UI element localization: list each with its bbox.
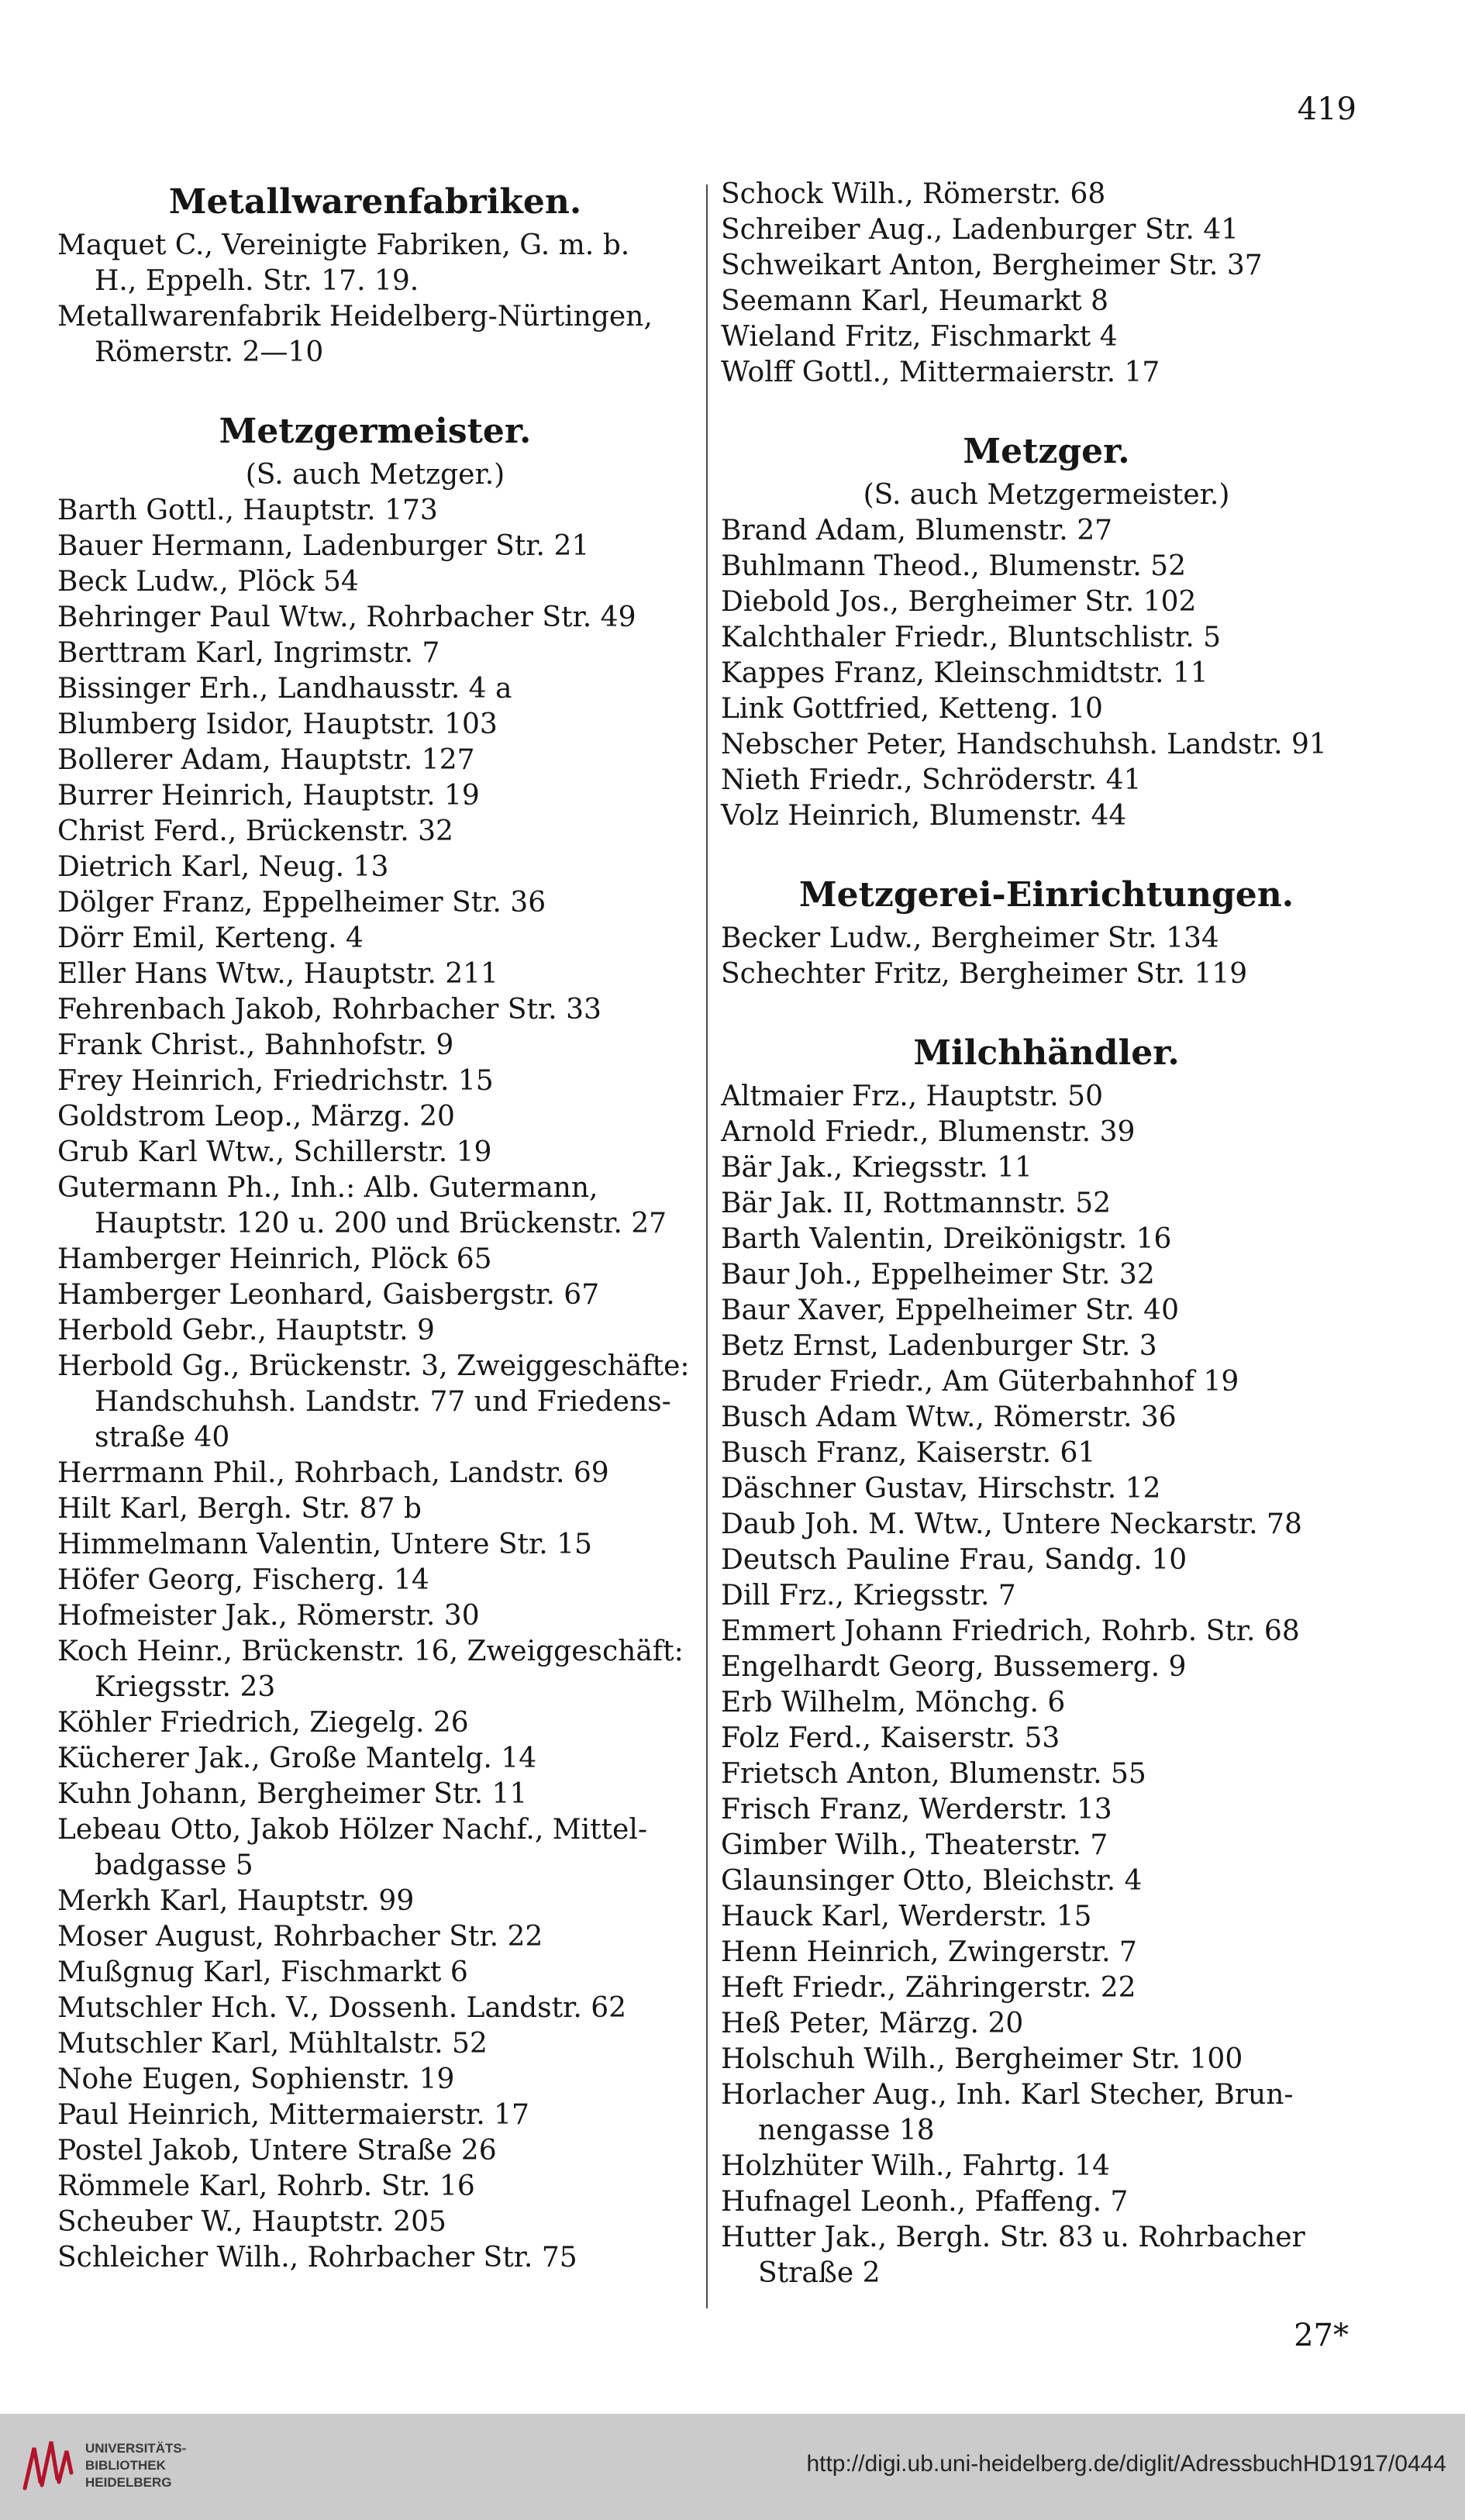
directory-entry: [57, 778, 693, 814]
entry-text: Hufnagel Leonh., Pfaffeng. 7: [721, 2186, 1129, 2218]
entry-text: Wieland Fritz, Fischmarkt 4: [721, 321, 1118, 353]
entry-text: Nieth Friedr., Schröderstr. 41: [721, 764, 1142, 796]
entry-text: Herbold Gebr., Hauptstr. 9: [57, 1315, 435, 1346]
entry-text: Heß Peter, Märzg. 20: [721, 2008, 1024, 2039]
directory-entry: [721, 1863, 1372, 1899]
directory-entry: [721, 1222, 1372, 1257]
directory-entry: [721, 2184, 1372, 2220]
directory-entry: [57, 1955, 693, 1991]
library-name-line: UNIVERSITÄTS-: [85, 2441, 187, 2456]
entry-text: Busch Franz, Kaiserstr. 61: [721, 1437, 1096, 1469]
entry-text: Hutter Jak., Bergh. Str. 83 u. Rohrbacher: [721, 2222, 1305, 2253]
entry-text: Holschuh Wilh., Bergheimer Str. 100: [721, 2043, 1243, 2075]
directory-entry: [721, 1436, 1372, 1471]
entry-text: Busch Adam Wtw., Römerstr. 36: [721, 1401, 1177, 1433]
directory-entry: [57, 2205, 693, 2240]
entry-text: Frey Heinrich, Friedrichstr. 15: [57, 1065, 494, 1097]
entry-text: Schechter Fritz, Bergheimer Str. 119: [721, 958, 1248, 990]
directory-entry: [721, 1721, 1372, 1756]
directory-entry: [721, 1685, 1372, 1721]
entry-text: Schweikart Anton, Bergheimer Str. 37: [721, 250, 1263, 281]
entry-text: Frietsch Anton, Blumenstr. 55: [721, 1758, 1146, 1790]
directory-entry: [721, 2042, 1372, 2077]
section-heading: Metzger.: [963, 432, 1130, 471]
entry-text: Bruder Friedr., Am Güterbahnhof 19: [721, 1366, 1239, 1398]
section-gap: [721, 391, 1372, 426]
directory-entry: [57, 743, 693, 778]
entry-text: Fehrenbach Jakob, Rohrbacher Str. 33: [57, 994, 602, 1026]
directory-entry: [721, 1828, 1372, 1863]
entry-text: Dölger Franz, Eppelheimer Str. 36: [57, 887, 546, 919]
directory-entry: [57, 1777, 693, 1812]
directory-entry: [57, 1313, 693, 1349]
directory-entry: [57, 1919, 693, 1955]
entry-text: Buhlmann Theod., Blumenstr. 52: [721, 550, 1186, 582]
left-column: [57, 177, 693, 2276]
entry-text: Hofmeister Jak., Römerstr. 30: [57, 1600, 480, 1632]
directory-entry: [721, 691, 1372, 727]
directory-entry: [57, 2133, 693, 2169]
directory-entry: [721, 1614, 1372, 1650]
entry-text: Gutermann Ph., Inh.: Alb. Gutermann,: [57, 1172, 598, 1204]
entry-text: Baur Xaver, Eppelheimer Str. 40: [721, 1294, 1179, 1326]
directory-entry: [57, 1991, 693, 2026]
entry-text: Höfer Georg, Fischerg. 14: [57, 1564, 429, 1596]
entry-text: Himmelmann Valentin, Untere Str. 15: [57, 1529, 592, 1560]
directory-entry: [721, 248, 1372, 284]
directory-entry: [721, 2006, 1372, 2042]
entry-text: Metallwarenfabrik Heidelberg-Nürtingen,: [57, 301, 653, 333]
entry-text: Scheuber W., Hauptstr. 205: [57, 2206, 446, 2238]
directory-entry: [57, 2062, 693, 2098]
entry-text: Link Gottfried, Ketteng. 10: [721, 693, 1103, 725]
entry-text: Heft Friedr., Zähringerstr. 22: [721, 1972, 1136, 2004]
entry-text: Grub Karl Wtw., Schillerstr. 19: [57, 1136, 492, 1168]
entry-text: Koch Heinr., Brückenstr. 16, Zweiggeschäft:: [57, 1636, 684, 1667]
directory-entry: [721, 1756, 1372, 1792]
entry-text: Hamberger Heinrich, Plöck 65: [57, 1243, 492, 1275]
entry-text: Folz Ferd., Kaiserstr. 53: [721, 1722, 1060, 1754]
directory-entry: [721, 177, 1372, 212]
directory-entry: [721, 1792, 1372, 1828]
entry-text: Becker Ludw., Bergheimer Str. 134: [721, 922, 1219, 954]
directory-entry: [721, 1650, 1372, 1685]
sheet-signature: 27*: [1294, 2318, 1349, 2353]
directory-entry: [57, 1099, 693, 1135]
directory-entry: [57, 228, 693, 299]
directory-entry: [57, 2026, 693, 2062]
library-logo-icon: [17, 2434, 78, 2496]
directory-entry: [721, 1578, 1372, 1614]
directory-entry: [57, 600, 693, 636]
directory-entry: [721, 763, 1372, 798]
library-name-line: HEIDELBERG: [85, 2475, 172, 2490]
directory-entry: [57, 1456, 693, 1491]
directory-entry: [721, 656, 1372, 691]
directory-entry: [721, 1364, 1372, 1400]
column-divider: [706, 184, 708, 2308]
directory-entry: [57, 636, 693, 671]
directory-entry: [721, 1186, 1372, 1222]
section-note: (S. auch Metzger.): [245, 459, 505, 491]
entry-text: Bollerer Adam, Hauptstr. 127: [57, 744, 475, 776]
entry-text: Deutsch Pauline Frau, Sandg. 10: [721, 1544, 1188, 1576]
entry-text: Kücherer Jak., Große Mantelg. 14: [57, 1743, 537, 1774]
entry-text: Baur Joh., Eppelheimer Str. 32: [721, 1259, 1155, 1291]
directory-entry: [57, 1170, 693, 1242]
entry-text: Nohe Eugen, Sophienstr. 19: [57, 2063, 455, 2095]
directory-entry: [721, 1507, 1372, 1543]
entry-text: Kuhn Johann, Bergheimer Str. 11: [57, 1778, 528, 1810]
directory-entry: [721, 798, 1372, 834]
directory-entry: [57, 885, 693, 921]
directory-entry: [57, 1705, 693, 1741]
directory-entry: [721, 1150, 1372, 1186]
entry-text: Barth Valentin, Dreikönigstr. 16: [721, 1223, 1172, 1255]
entry-text: Glaunsinger Otto, Bleichstr. 4: [721, 1865, 1143, 1897]
directory-entry: [721, 319, 1372, 355]
entry-text: Erb Wilhelm, Mönchg. 6: [721, 1687, 1066, 1718]
entry-text: Hauck Karl, Werderstr. 15: [721, 1901, 1092, 1932]
section-gap: [721, 992, 1372, 1028]
entry-text: Bissinger Erh., Landhausstr. 4 a: [57, 673, 512, 705]
entry-text: Nebscher Peter, Handschuhsh. Landstr. 91: [721, 729, 1327, 760]
entry-text: Betz Ernst, Ladenburger Str. 3: [721, 1330, 1157, 1362]
directory-entry: [721, 584, 1372, 620]
entry-text: Frank Christ., Bahnhofstr. 9: [57, 1029, 454, 1061]
section-heading: Metzgerei-Einrichtungen.: [798, 875, 1294, 915]
page-number: 419: [1297, 91, 1356, 127]
directory-entry: [721, 620, 1372, 656]
entry-text: Schleicher Wilh., Rohrbacher Str. 75: [57, 2242, 577, 2274]
entry-text: Merkh Karl, Hauptstr. 99: [57, 1885, 415, 1917]
entry-text: Burrer Heinrich, Hauptstr. 19: [57, 780, 480, 812]
entry-text: Emmert Johann Friedrich, Rohrb. Str. 68: [721, 1615, 1300, 1647]
entry-text: Eller Hans Wtw., Hauptstr. 211: [57, 958, 498, 990]
entry-continuation: Hauptstr. 120 u. 200 und Brückenstr. 27: [95, 1208, 667, 1239]
directory-entry: [57, 1491, 693, 1527]
entry-text: Dill Frz., Kriegsstr. 7: [721, 1580, 1016, 1612]
entry-text: Beck Ludw., Plöck 54: [57, 566, 359, 598]
directory-entry: [721, 1471, 1372, 1507]
entry-text: Postel Jakob, Untere Straße 26: [57, 2135, 497, 2167]
entry-text: Horlacher Aug., Inh. Karl Stecher, Brun-: [721, 2079, 1294, 2111]
entry-text: Holzhüter Wilh., Fahrtg. 14: [721, 2150, 1110, 2182]
section-heading: Metallwarenfabriken.: [168, 182, 582, 222]
entry-text: Hilt Karl, Bergh. Str. 87 b: [57, 1493, 422, 1525]
directory-entry: [57, 1028, 693, 1064]
entry-text: Daub Joh. M. Wtw., Untere Neckarstr. 78: [721, 1508, 1302, 1540]
entry-text: Mutschler Hch. V., Dossenh. Landstr. 62: [57, 1992, 627, 2024]
entry-text: Bär Jak., Kriegsstr. 11: [721, 1152, 1032, 1184]
directory-entry: [721, 212, 1372, 248]
entry-text: Moser August, Rohrbacher Str. 22: [57, 1921, 543, 1953]
entry-continuation: H., Eppelh. Str. 17. 19.: [95, 265, 419, 297]
entry-text: Volz Heinrich, Blumenstr. 44: [721, 800, 1127, 832]
directory-entry: [57, 814, 693, 850]
directory-entry: [721, 355, 1372, 391]
directory-entry: [721, 2220, 1372, 2291]
entry-text: Schreiber Aug., Ladenburger Str. 41: [721, 214, 1239, 246]
entry-continuation: Handschuhsh. Landstr. 77 und Friedens-: [95, 1386, 671, 1418]
section-gap: [57, 371, 693, 406]
directory-entry: [721, 1935, 1372, 1970]
directory-entry: [57, 1812, 693, 1884]
directory-entry: [721, 1543, 1372, 1578]
entry-text: Herrmann Phil., Rohrbach, Landstr. 69: [57, 1457, 609, 1489]
directory-entry: [721, 513, 1372, 549]
directory-entry: [721, 2149, 1372, 2184]
entry-text: Köhler Friedrich, Ziegelg. 26: [57, 1707, 469, 1739]
entry-text: Goldstrom Leop., Märzg. 20: [57, 1101, 455, 1132]
entry-text: Mußgnug Karl, Fischmarkt 6: [57, 1956, 468, 1988]
source-url-link[interactable]: http://digi.ub.uni-heidelberg.de/diglit/AdressbuchHD1917/0444: [806, 2451, 1446, 2477]
directory-entry: [57, 1277, 693, 1313]
entry-text: Paul Heinrich, Mittermaierstr. 17: [57, 2099, 529, 2131]
entry-text: Altmaier Frz., Hauptstr. 50: [721, 1081, 1103, 1112]
section-heading: Metzgermeister.: [219, 412, 532, 451]
entry-text: Gimber Wilh., Theaterstr. 7: [721, 1829, 1108, 1861]
entry-text: Seemann Karl, Heumarkt 8: [721, 285, 1108, 317]
directory-entry: [57, 2169, 693, 2205]
entry-text: Römmele Karl, Rohrb. Str. 16: [57, 2170, 475, 2202]
entry-text: Kappes Franz, Kleinschmidtstr. 11: [721, 657, 1208, 689]
directory-entry: [57, 1349, 693, 1456]
directory-entry: [57, 1064, 693, 1099]
entry-text: Frisch Franz, Werderstr. 13: [721, 1794, 1112, 1825]
entry-continuation: straße 40: [95, 1422, 230, 1453]
directory-entry: [57, 707, 693, 743]
directory-entry: [721, 549, 1372, 584]
directory-entry: [57, 957, 693, 992]
entry-text: Bauer Hermann, Ladenburger Str. 21: [57, 530, 590, 562]
directory-entry: [57, 2240, 693, 2276]
directory-entry: [721, 1970, 1372, 2006]
directory-entry: [721, 921, 1372, 957]
entry-text: Schock Wilh., Römerstr. 68: [721, 178, 1106, 210]
entry-text: Henn Heinrich, Zwingerstr. 7: [721, 1936, 1137, 1968]
directory-entry: [57, 671, 693, 707]
directory-entry: [57, 1135, 693, 1170]
footer-bar: [0, 2414, 1465, 2520]
directory-entry: [57, 529, 693, 564]
directory-entry: [721, 1115, 1372, 1150]
entry-continuation: badgasse 5: [95, 1849, 253, 1881]
entry-text: Behringer Paul Wtw., Rohrbacher Str. 49: [57, 602, 636, 633]
directory-entry: [721, 1400, 1372, 1436]
directory-entry: [57, 850, 693, 885]
directory-entry: [57, 564, 693, 600]
entry-text: Dietrich Karl, Neug. 13: [57, 851, 389, 883]
entry-text: Blumberg Isidor, Hauptstr. 103: [57, 708, 498, 740]
entry-text: Diebold Jos., Bergheimer Str. 102: [721, 586, 1197, 618]
section-note: (S. auch Metzgermeister.): [863, 479, 1230, 511]
directory-entry: [57, 921, 693, 957]
directory-entry: [57, 1527, 693, 1563]
library-name-line: BIBLIOTHEK: [85, 2458, 166, 2473]
entry-text: Engelhardt Georg, Bussemerg. 9: [721, 1651, 1187, 1683]
entry-text: Berttram Karl, Ingrimstr. 7: [57, 637, 440, 669]
entry-text: Barth Gottl., Hauptstr. 173: [57, 495, 438, 526]
section-gap: [721, 834, 1372, 870]
entry-text: Lebeau Otto, Jakob Hölzer Nachf., Mittel-: [57, 1814, 648, 1846]
right-column: [721, 177, 1372, 2291]
entry-continuation: Römerstr. 2—10: [95, 336, 324, 368]
entry-text: Brand Adam, Blumenstr. 27: [721, 515, 1113, 546]
directory-entry: [721, 2077, 1372, 2149]
entry-text: Mutschler Karl, Mühltalstr. 52: [57, 2028, 488, 2060]
directory-entry: [57, 1634, 693, 1705]
section-heading: Milchhändler.: [913, 1033, 1180, 1073]
directory-entry: [721, 1329, 1372, 1364]
directory-entry: [57, 992, 693, 1028]
entry-text: Wolff Gottl., Mittermaierstr. 17: [721, 357, 1160, 388]
directory-entry: [721, 1899, 1372, 1935]
entry-text: Dörr Emil, Kerteng. 4: [57, 922, 364, 954]
entry-continuation: Straße 2: [758, 2257, 881, 2289]
directory-entry: [57, 1242, 693, 1277]
directory-entry: [721, 957, 1372, 992]
directory-entry: [721, 1079, 1372, 1115]
library-name: [85, 2440, 186, 2491]
entry-text: Hamberger Leonhard, Gaisbergstr. 67: [57, 1279, 600, 1311]
directory-entry: [721, 1293, 1372, 1329]
entry-text: Arnold Friedr., Blumenstr. 39: [721, 1116, 1136, 1148]
entry-text: Maquet C., Vereinigte Fabriken, G. m. b.: [57, 229, 630, 261]
directory-entry: [721, 284, 1372, 319]
directory-entry: [721, 1257, 1372, 1293]
entry-text: Herbold Gg., Brückenstr. 3, Zweiggeschäfte:: [57, 1350, 690, 1382]
directory-entry: [57, 1884, 693, 1919]
directory-entry: [57, 493, 693, 529]
directory-entry: [721, 727, 1372, 763]
directory-entry: [57, 1598, 693, 1634]
entry-text: Bär Jak. II, Rottmannstr. 52: [721, 1188, 1112, 1219]
entry-text: Christ Ferd., Brückenstr. 32: [57, 815, 453, 847]
directory-entry: [57, 299, 693, 371]
entry-continuation: nengasse 18: [758, 2115, 935, 2146]
directory-entry: [57, 1741, 693, 1777]
directory-entry: [57, 2098, 693, 2133]
entry-text: Kalchthaler Friedr., Bluntschlistr. 5: [721, 622, 1222, 653]
entry-text: Däschner Gustav, Hirschstr. 12: [721, 1473, 1161, 1505]
directory-entry: [57, 1563, 693, 1598]
entry-continuation: Kriegsstr. 23: [95, 1671, 276, 1703]
